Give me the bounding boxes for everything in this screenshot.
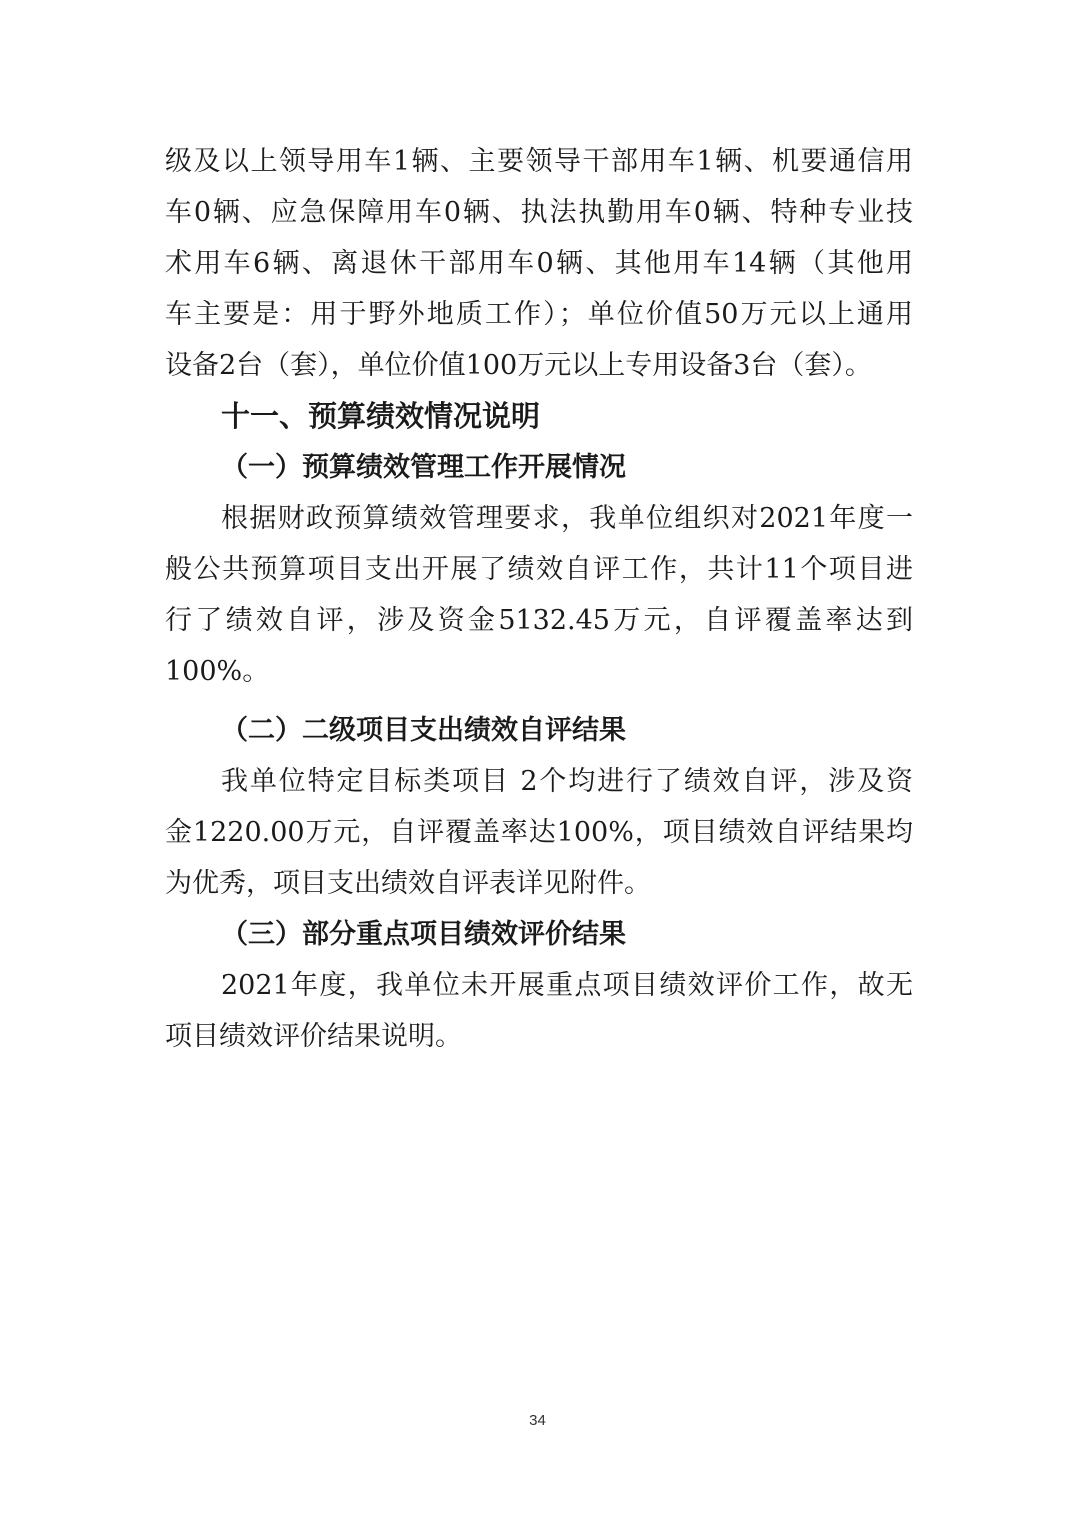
text-line: 项目绩效评价结果说明。 (165, 1021, 462, 1052)
subsection-heading-3: （三）部分重点项目绩效评价结果 (221, 919, 626, 950)
text-line: 我单位特定目标类项目 2个均进行了绩效自评，涉及资 (221, 766, 913, 797)
document-body (165, 136, 913, 1062)
text-line: 设备2台（套），单位价值100万元以上专用设备3台（套）。 (165, 350, 872, 381)
text-line: 般公共预算项目支出开展了绩效自评工作，共计11个项目进 (165, 554, 913, 585)
text-line: 2021年度，我单位未开展重点项目绩效评价工作，故无 (221, 970, 913, 1001)
subsection-heading-1: （一）预算绩效管理工作开展情况 (221, 452, 626, 483)
text-line: 行了绩效自评，涉及资金5132.45万元，自评覆盖率达到 (165, 605, 913, 636)
paragraph-vehicles (165, 136, 913, 391)
paragraph-sub3 (165, 960, 913, 1062)
text-line: 为优秀，项目支出绩效自评表详见附件。 (165, 868, 651, 899)
paragraph-sub1 (165, 493, 913, 697)
text-line: 级及以上领导用车1辆、主要领导干部用车1辆、机要通信用 (165, 146, 913, 177)
text-line: 车主要是：用于野外地质工作）；单位价值50万元以上通用 (165, 299, 913, 330)
page-number: 34 (529, 1412, 546, 1429)
section-heading: 十一、预算绩效情况说明 (221, 399, 541, 433)
text-line: 术用车6辆、离退休干部用车0辆、其他用车14辆（其他用 (165, 248, 913, 279)
text-line: 根据财政预算绩效管理要求，我单位组织对2021年度一 (221, 503, 913, 534)
text-line: 车0辆、应急保障用车0辆、执法执勤用车0辆、特种专业技 (165, 197, 913, 228)
spacer (165, 697, 913, 705)
text-line: 金1220.00万元，自评覆盖率达100%，项目绩效自评结果均 (165, 817, 913, 848)
text-line: 100%。 (165, 656, 270, 687)
subsection-heading-2: （二）二级项目支出绩效自评结果 (221, 715, 626, 746)
paragraph-sub2 (165, 756, 913, 909)
